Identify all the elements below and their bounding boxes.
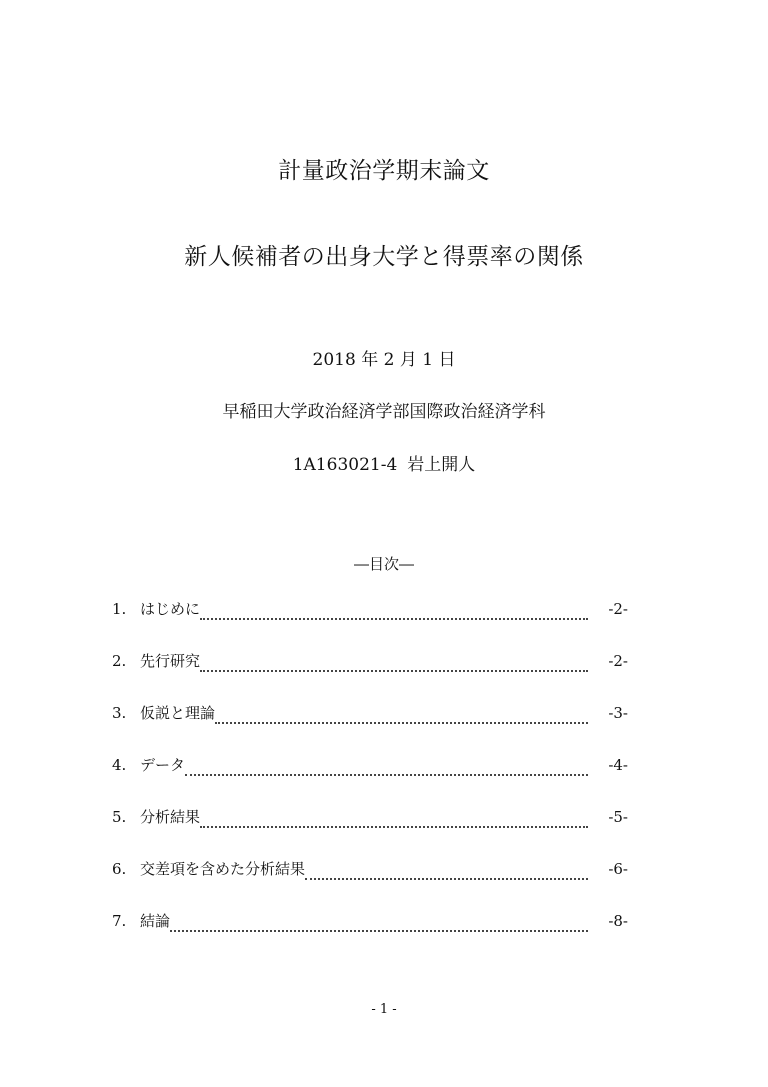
toc-item-page: -4- [608,756,628,774]
table-of-contents [112,598,628,962]
toc-leader-dots [185,774,588,776]
toc-item-page: -8- [608,912,628,930]
toc-item-interaction-results [112,858,628,910]
toc-item-number: 4. [112,756,127,774]
author-line [0,450,768,475]
toc-item-number: 2. [112,652,127,670]
toc-item-label: 分析結果 [140,808,201,826]
paper-subtitle: 新人候補者の出身大学と得票率の関係 [184,244,584,270]
toc-item-page: -6- [608,860,628,878]
toc-item-conclusion [112,910,628,962]
toc-item-introduction [112,598,628,650]
toc-item-label: 結論 [140,912,171,930]
toc-item-page: -2- [608,652,628,670]
toc-item-page: -2- [608,600,628,618]
toc-item-label: 仮説と理論 [140,704,216,722]
toc-item-data [112,754,628,806]
author-affiliation: 早稲田大学政治経済学部国際政治経済学科 [222,402,546,422]
submission-date: 2018 年 2 月 1 日 [312,350,456,370]
toc-item-page: -3- [608,704,628,722]
toc-item-hypothesis-theory [112,702,628,754]
toc-item-prior-research [112,650,628,702]
toc-item-label: 交差項を含めた分析結果 [140,860,306,878]
toc-item-label: データ [140,756,186,774]
toc-item-number: 3. [112,704,127,722]
toc-heading: ―目次― [353,555,414,573]
paper-title: 計量政治学期末論文 [278,158,490,184]
toc-item-number: 6. [112,860,127,878]
toc-item-number: 5. [112,808,127,826]
page-number: - 1 - [371,1002,397,1017]
toc-leader-dots [170,930,588,932]
toc-item-label: はじめに [140,600,201,618]
toc-leader-dots [200,670,588,672]
toc-leader-dots [200,826,588,828]
student-id: 1A163021-4 [292,455,398,475]
toc-item-number: 1. [112,600,127,618]
toc-leader-dots [200,618,588,620]
toc-item-number: 7. [112,912,127,930]
toc-item-results [112,806,628,858]
toc-item-label: 先行研究 [140,652,201,670]
toc-leader-dots [305,878,588,880]
author-name: 岩上開人 [407,455,476,475]
toc-leader-dots [215,722,588,724]
toc-item-page: -5- [608,808,628,826]
